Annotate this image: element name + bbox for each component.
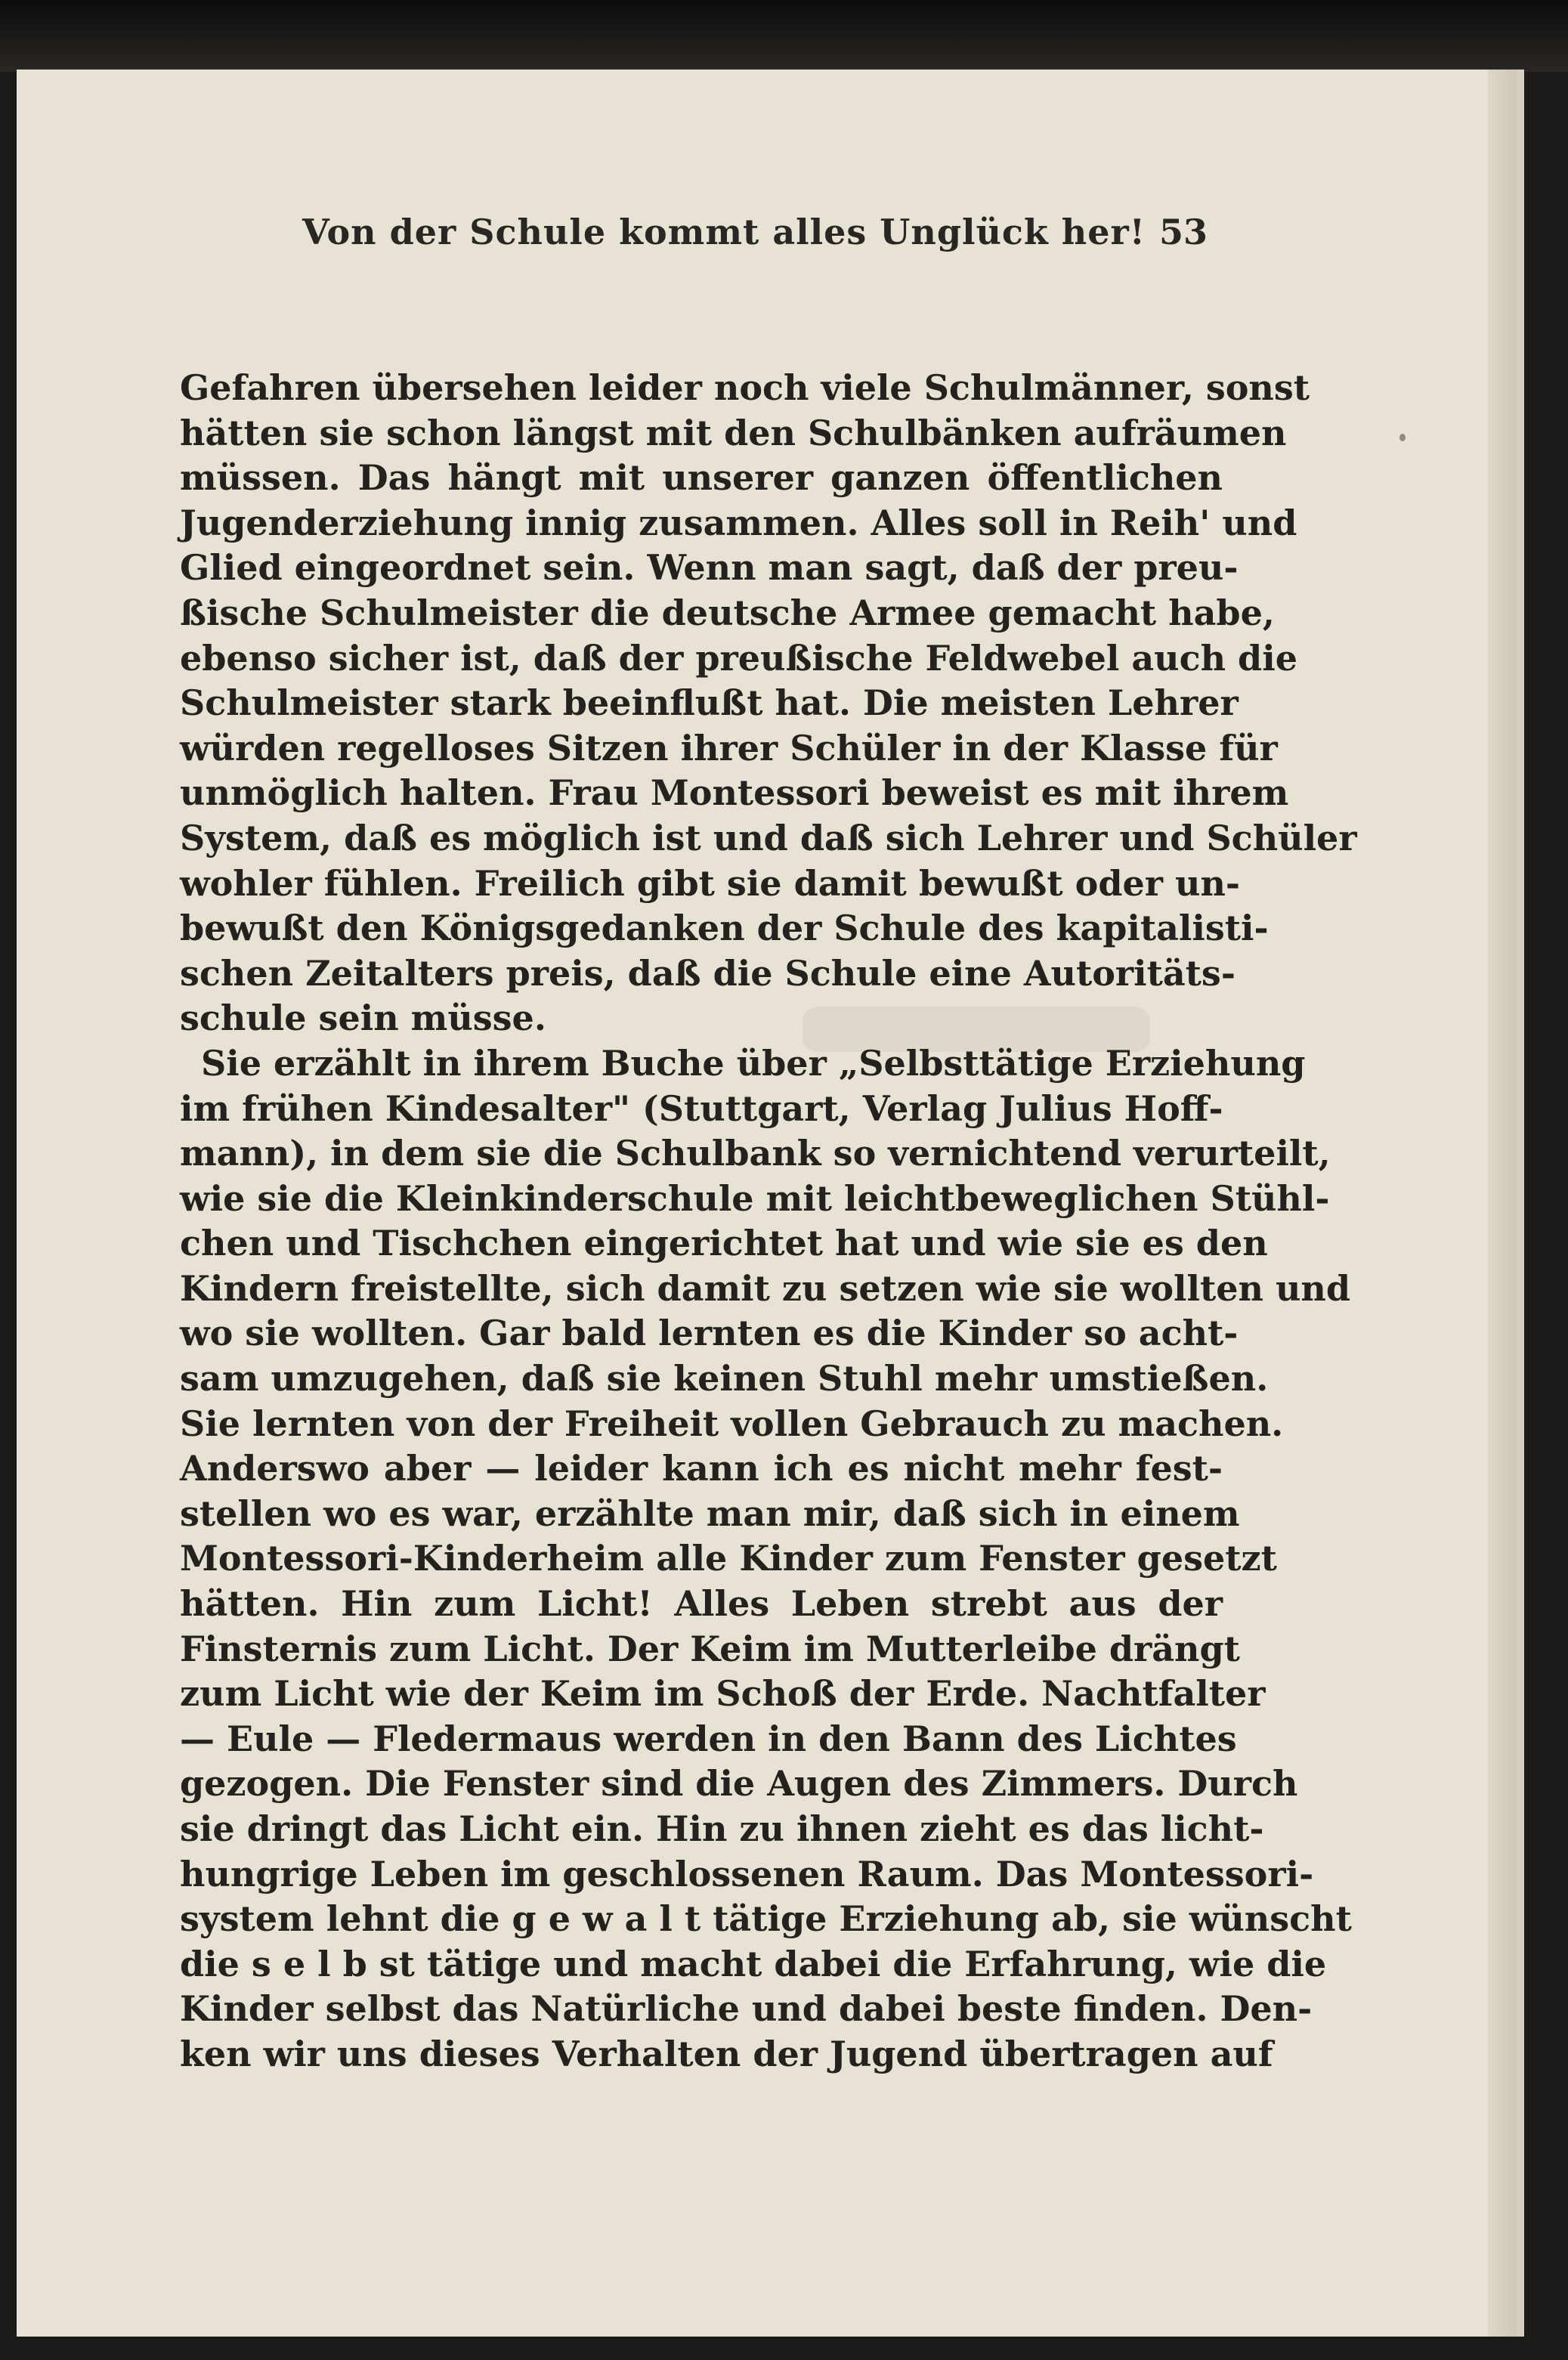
text-line: hungrige Leben im geschlossenen Raum. Das Montessori- [180, 1853, 1314, 1894]
text-line: system lehnt die g e w a l t tätige Erziehung ab, sie wünscht [180, 1898, 1352, 1940]
text-line: ßische Schulmeister die deutsche Armee gemacht habe, [180, 592, 1275, 633]
page-header [302, 212, 1208, 272]
text-line: mann), in dem sie die Schulbank so vernichtend verurteilt, [180, 1133, 1331, 1174]
running-head: Von der Schule kommt alles Unglück her! [302, 212, 1146, 252]
text-line: gezogen. Die Fenster sind die Augen des Zimmers. Durch [180, 1763, 1298, 1805]
text-line: Jugenderziehung innig zusammen. Alles soll in Reih' und [180, 502, 1297, 543]
text-line: Finsternis zum Licht. Der Keim im Mutterleibe drängt [180, 1628, 1240, 1669]
page-number: 53 [1158, 212, 1208, 252]
text-line: hätten. Hin zum Licht! Alles Leben strebt aus der [180, 1583, 1223, 1625]
text-line: ken wir uns dieses Verhalten der Jugend übertragen auf [180, 2033, 1273, 2074]
text-line: schen Zeitalters preis, daß die Schule eine Autoritäts- [180, 952, 1236, 994]
text-line: wo sie wollten. Gar bald lernten es die Kinder so acht- [180, 1313, 1239, 1354]
text-line: hätten sie schon längst mit den Schulbänken aufräumen [180, 412, 1287, 453]
text-line: schule sein müsse. [180, 998, 546, 1039]
text-line: unmöglich halten. Frau Montessori beweist es mit ihrem [180, 772, 1289, 814]
text-line: Kinder selbst das Natürliche und dabei beste finden. Den- [180, 1988, 1313, 2030]
text-line: Sie erzählt in ihrem Buche über „Selbsttätige Erziehung [201, 1042, 1306, 1084]
body-text [180, 366, 1357, 2077]
text-line: chen und Tischchen eingerichtet hat und wie sie es den [180, 1223, 1268, 1264]
paper-speck [1399, 434, 1406, 441]
book-page [17, 70, 1524, 2337]
text-line: Schulmeister stark beeinflußt hat. Die meisten Lehrer [180, 682, 1239, 724]
text-line: Montessori-Kinderheim alle Kinder zum Fenster gesetzt [180, 1538, 1277, 1579]
text-line: bewußt den Königsgedanken der Schule des kapitalisti- [180, 908, 1269, 949]
page-edge [1488, 70, 1517, 2337]
text-line: Anderswo aber — leider kann ich es nicht mehr fest- [180, 1448, 1223, 1489]
text-line: ebenso sicher ist, daß der preußische Feldwebel auch die [180, 637, 1297, 679]
text-line: die s e l b st tätige und macht dabei die Erfahrung, wie die [180, 1943, 1327, 1984]
text-line: im frühen Kindesalter" (Stuttgart, Verlag Julius Hoff- [180, 1087, 1223, 1129]
text-line: Sie lernten von der Freiheit vollen Gebrauch zu machen. [180, 1403, 1284, 1444]
text-line: Kindern freistellte, sich damit zu setzen wie sie wollten und [180, 1267, 1351, 1309]
text-line: wohler fühlen. Freilich gibt sie damit bewußt oder un- [180, 862, 1240, 904]
text-line: zum Licht wie der Keim im Schoß der Erde. Nachtfalter [180, 1673, 1266, 1715]
text-line: stellen wo es war, erzählte man mir, daß sich in einem [180, 1492, 1240, 1534]
text-line: Gefahren übersehen leider noch viele Schulmänner, sonst [180, 367, 1310, 408]
text-line: müssen. Das hängt mit unserer ganzen öffentlichen [180, 457, 1223, 499]
text-line: — Eule — Fledermaus werden in den Bann des Lichtes [180, 1718, 1237, 1759]
text-line: wie sie die Kleinkinderschule mit leichtbeweglichen Stühl- [180, 1177, 1330, 1219]
text-line: sam umzugehen, daß sie keinen Stuhl mehr umstießen. [180, 1358, 1269, 1400]
text-line: würden regelloses Sitzen ihrer Schüler in der Klasse für [180, 727, 1278, 769]
scan-background [0, 0, 1568, 72]
text-line: sie dringt das Licht ein. Hin zu ihnen zieht es das licht- [180, 1808, 1264, 1849]
text-line: Glied eingeordnet sein. Wenn man sagt, daß der preu- [180, 547, 1239, 589]
text-line: System, daß es möglich ist und daß sich Lehrer und Schüler [180, 817, 1357, 858]
